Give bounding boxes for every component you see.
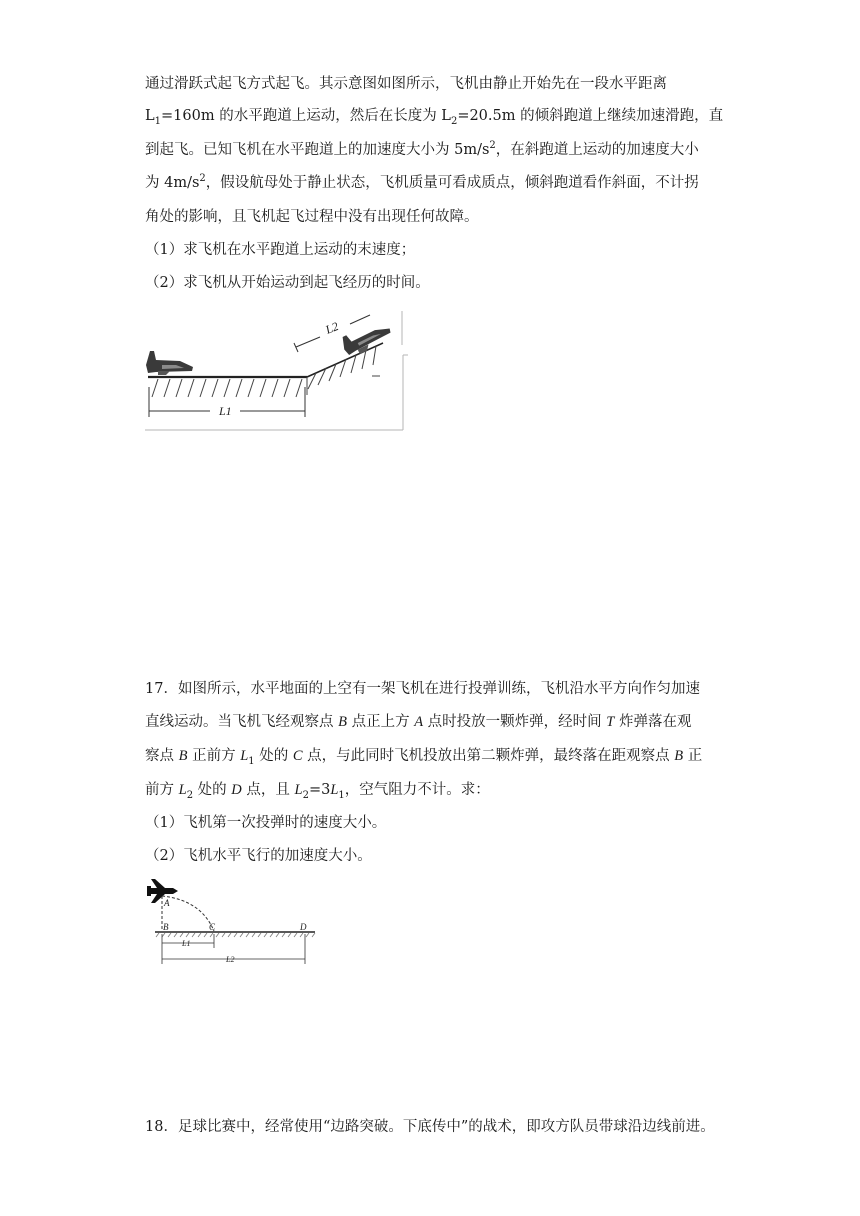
text-span: =160m 的水平跑道上运动，然后在长度为 L	[161, 108, 451, 124]
text-span: ，空气阻力不计。求：	[344, 782, 490, 798]
text-span: ，假设航母处于静止状态，飞机质量可看成质点，倾斜跑道看作斜面，不计拐	[205, 175, 699, 191]
label-A: A	[164, 898, 170, 908]
q17-text-line-2	[145, 712, 691, 732]
italic-var: B	[674, 748, 684, 764]
text-span: 正前方	[187, 748, 241, 764]
subscript: 2	[450, 115, 458, 127]
text-span: 点正上方	[346, 714, 415, 730]
jet-icon	[339, 317, 394, 360]
text-span: 炸弹落在观	[614, 714, 692, 730]
q17-text-line-1: 17．如图所示，水平地面的上空有一架飞机在进行投弹训练，飞机沿水平方向作匀加速	[145, 681, 700, 697]
text-span: 直线运动。当飞机飞经观察点	[145, 714, 339, 730]
italic-var: D	[231, 782, 242, 798]
italic-var: L	[240, 748, 249, 764]
text-span: 为 4m/s	[145, 175, 200, 191]
q16-subquestion-1: （1）求飞机在水平跑道上运动的末速度；	[145, 242, 416, 258]
text-span: =3	[308, 782, 331, 798]
text-span: ，在斜跑道上运动的加速度大小	[495, 142, 699, 158]
text-span: 处的	[193, 782, 232, 798]
italic-var: L	[330, 782, 339, 798]
q17-bombing-figure	[143, 876, 318, 968]
text-span: 前方	[145, 782, 179, 798]
q16-text-line-5: 角处的影响，且飞机起飞过程中没有出现任何故障。	[145, 209, 479, 225]
q17-subquestion-1: （1）飞机第一次投弹时的速度大小。	[145, 815, 387, 831]
text-span: 点时投放一颗炸弹，经时间	[423, 714, 607, 730]
q16-text-line-4	[145, 173, 699, 193]
italic-var: C	[292, 748, 303, 764]
q16-runway-figure	[140, 305, 410, 433]
subscript: 1	[154, 115, 162, 127]
q16-subquestion-2: （2）求飞机从开始运动到起飞经历的时间。	[145, 275, 430, 291]
label-C: C	[209, 922, 216, 932]
subscript: 2	[186, 789, 194, 801]
q18-text-line-1: 18．足球比赛中，经常使用“边路突破。下底传中”的战术，即攻方队员带球沿边线前进。	[145, 1119, 715, 1135]
label-D: D	[300, 922, 307, 932]
italic-var: B	[178, 748, 188, 764]
superscript: 2	[489, 140, 496, 152]
jet-icon	[146, 351, 193, 375]
q16-text-line-3	[145, 140, 699, 160]
q16-text-line-1: 通过滑跃式起飞方式起飞。其示意图如图所示，飞机由静止开始先在一段水平距离	[145, 76, 667, 92]
label-L2: L2	[323, 319, 341, 337]
italic-var: B	[338, 714, 347, 730]
q17-text-line-4	[145, 780, 490, 800]
text-span: L	[145, 108, 155, 124]
text-span: =20.5m 的倾斜跑道上继续加速滑跑，直	[457, 108, 724, 124]
superscript: 2	[199, 173, 206, 185]
q17-subquestion-2: （2）飞机水平飞行的加速度大小。	[145, 848, 372, 864]
text-span: 点，与此同时飞机投放出第二颗炸弹，最终落在距观察点	[302, 748, 675, 764]
label-L1: L1	[182, 939, 191, 948]
subscript: 1	[248, 755, 255, 767]
text-span: 察点	[145, 748, 179, 764]
airplane-icon	[147, 879, 178, 903]
label-L2: L2	[226, 955, 235, 964]
italic-var: A	[414, 714, 424, 730]
label-L1: L1	[219, 404, 232, 418]
q16-text-line-2	[145, 106, 723, 126]
q17-text-line-3	[145, 746, 702, 766]
subscript: 2	[302, 789, 309, 801]
text-span: 处的	[254, 748, 293, 764]
italic-var: L	[294, 782, 303, 798]
text-span: 正	[683, 748, 703, 764]
italic-var: T	[606, 714, 615, 730]
subscript: 1	[338, 789, 345, 801]
italic-var: L	[178, 782, 187, 798]
text-span: 到起飞。已知飞机在水平跑道上的加速度大小为 5m/s	[145, 142, 490, 158]
text-span: 点，且	[241, 782, 295, 798]
label-B: B	[163, 922, 169, 932]
